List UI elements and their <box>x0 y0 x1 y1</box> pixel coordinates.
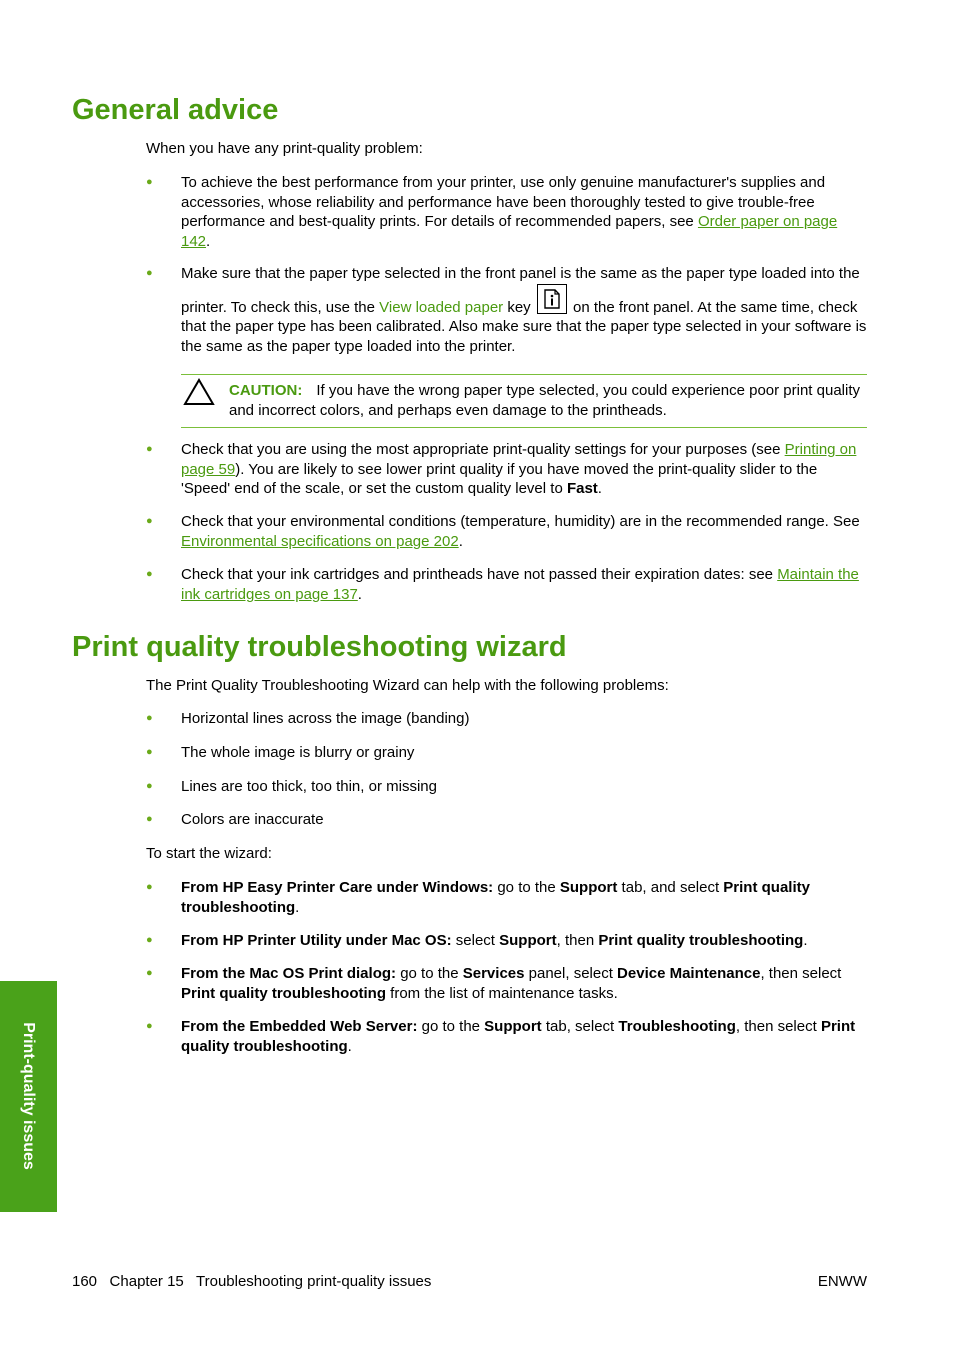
bullet-icon: ● <box>146 515 153 527</box>
problem-text: Colors are inaccurate <box>181 811 324 828</box>
bullet-text: Check that your ink cartridges and printheads have not passed their expiration dates: see Maintain the ink cartridges on page 137. <box>181 566 859 603</box>
bullet-icon: ● <box>146 443 153 455</box>
step-text: From HP Easy Printer Care under Windows: go to the Support tab, and select Print quality troubleshooting. <box>181 879 810 916</box>
link-view-loaded-paper[interactable]: View loaded paper <box>379 298 504 316</box>
link-environmental-specifications[interactable]: Environmental specifications on page 202 <box>181 532 459 550</box>
bullet-text: Make sure that the paper type selected in the front panel is the same as the paper type loaded into the printer. To check this, use the View loaded paper key on the front panel. At the same time, check that the paper type has been calibrated. Also make sure that the paper type selected in your software is the same as the paper type loaded into the printer. <box>181 265 867 355</box>
problem-text: Lines are too thick, too thin, or missing <box>181 778 437 795</box>
caution-triangle-icon <box>182 377 216 407</box>
link-order-paper[interactable]: Order paper on page 142 <box>181 213 838 250</box>
caution-box <box>181 374 867 428</box>
bullet-icon: ● <box>146 712 153 724</box>
page-number: 160 <box>72 1273 98 1290</box>
bullet-icon: ● <box>146 746 153 758</box>
view-loaded-paper-key-icon <box>537 284 567 314</box>
bullet-icon: ● <box>146 176 153 188</box>
bullet-icon: ● <box>146 967 153 979</box>
bullet-icon: ● <box>146 568 153 580</box>
side-tab-label: Print-quality issues <box>20 1022 37 1170</box>
heading-print-quality-wizard: Print quality troubleshooting wizard <box>72 631 567 663</box>
bullet-icon: ● <box>146 813 153 825</box>
bullet-icon: ● <box>146 267 153 279</box>
bullet-text: Check that you are using the most appropriate print-quality settings for your purposes (see Printing on page 59). You are likely to see lower print quality if you have moved the print-quality slider to the 'Speed' end of the scale, or set the custom quality level to Fast. <box>181 441 857 497</box>
wizard-start-text: To start the wizard: <box>146 845 272 862</box>
general-advice-intro: When you have any print-quality problem: <box>146 140 423 157</box>
caution-label: CAUTION: <box>229 382 303 399</box>
step-text: From the Mac OS Print dialog: go to the Services panel, select Device Maintenance, then select Print quality troubleshooting from the list of maintenance tasks. <box>181 965 842 1002</box>
bullet-icon: ● <box>146 881 153 893</box>
problem-text: The whole image is blurry or grainy <box>181 744 415 761</box>
footer-right: ENWW <box>817 1273 867 1290</box>
bullet-icon: ● <box>146 1020 153 1032</box>
caution-text: CAUTION: If you have the wrong paper type selected, you could experience poor print quality and incorrect colors, and perhaps even damage to the printheads. <box>229 382 860 419</box>
bullet-text: To achieve the best performance from your printer, use only genuine manufacturer's supplies and accessories, whose reliability and performance have been thoroughly tested to give trouble-free performance and best-quality prints. For details of recommended papers, see Order paper on page 142. <box>181 174 838 250</box>
problem-text: Horizontal lines across the image (banding) <box>181 710 470 727</box>
bullet-text: Check that your environmental conditions (temperature, humidity) are in the recommended range. See Environmental specifications on page 202. <box>181 513 860 550</box>
footer-left <box>72 1272 431 1291</box>
link-maintain-ink-cartridges[interactable]: Maintain the ink cartridges on page 137 <box>181 566 859 603</box>
step-text: From HP Printer Utility under Mac OS: select Support, then Print quality troubleshooting. <box>181 932 808 949</box>
footer-chapter-title: Troubleshooting print-quality issues <box>196 1273 432 1290</box>
link-printing[interactable]: Printing on page 59 <box>181 441 857 478</box>
footer-chapter: Chapter 15 <box>109 1273 184 1290</box>
bullet-icon: ● <box>146 780 153 792</box>
heading-general-advice: General advice <box>72 94 279 126</box>
step-text: From the Embedded Web Server: go to the Support tab, select Troubleshooting, then select Print quality troubleshooting. <box>181 1018 856 1055</box>
chapter-side-tab <box>0 981 57 1212</box>
bullet-icon: ● <box>146 934 153 946</box>
wizard-intro: The Print Quality Troubleshooting Wizard can help with the following problems: <box>146 677 669 694</box>
